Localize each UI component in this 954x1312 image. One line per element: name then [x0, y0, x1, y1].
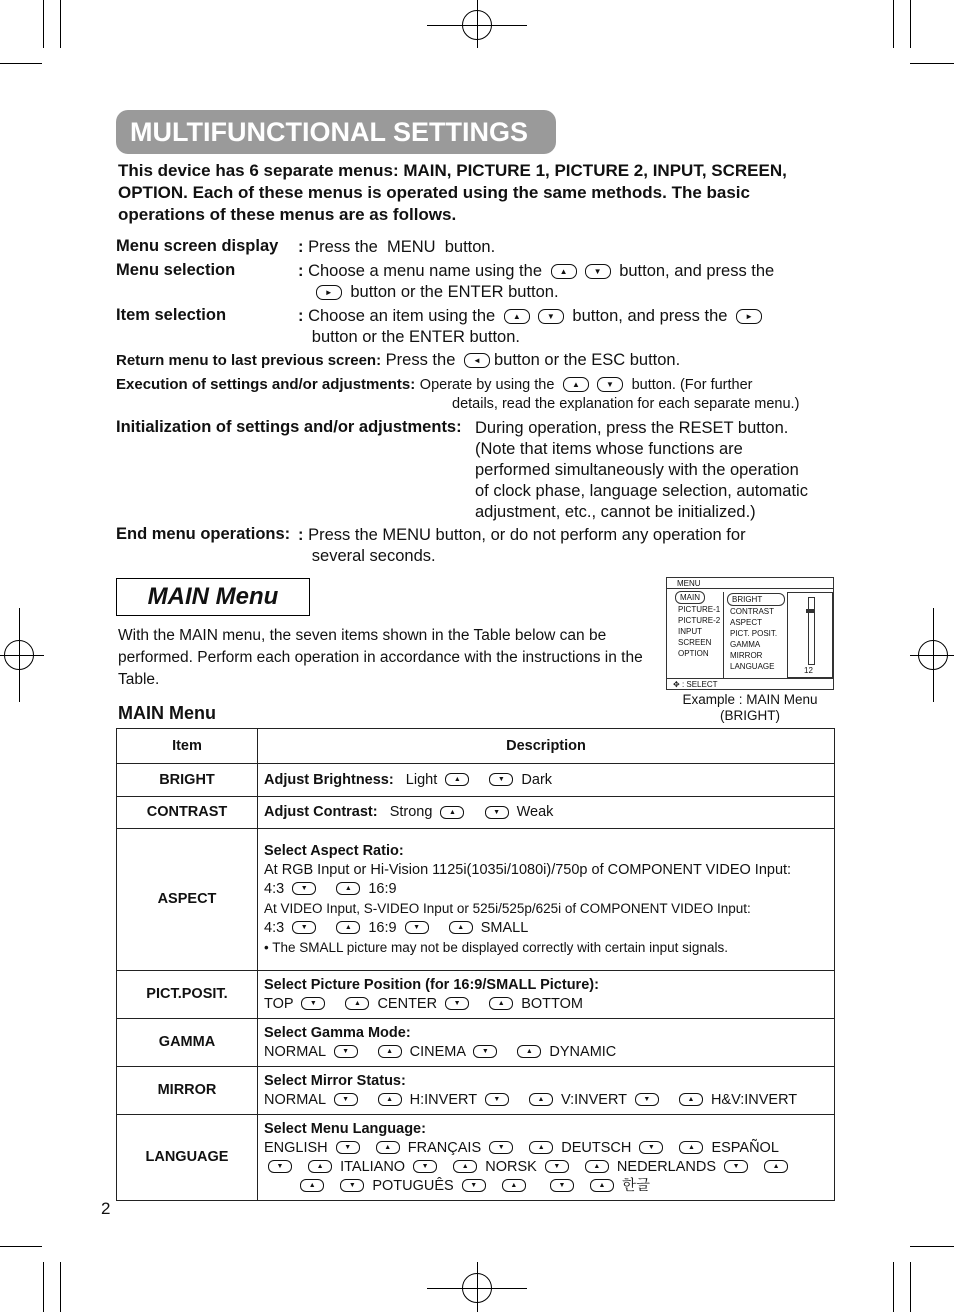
osd-level-knob [806, 609, 815, 613]
main-menu-table [116, 728, 835, 1201]
osd-header: MENU [667, 578, 833, 589]
desc-cell: Adjust Brightness: Light ▲ ▼ Dark [258, 764, 835, 797]
desc-cell: Select Gamma Mode: NORMAL ▼ ▲ CINEMA ▼ ▲ DYNAMIC [258, 1019, 835, 1067]
table-row [117, 829, 835, 971]
osd-item: PICT. POSIT. [730, 629, 778, 638]
osd-menu-item: PICTURE-1 [678, 605, 721, 614]
down-arrow-icon: ▼ [635, 1093, 659, 1106]
down-arrow-icon: ▼ [462, 1179, 486, 1192]
execution-row-cont: details, read the explanation for each separate menu.) [452, 396, 800, 412]
right-arrow-icon: ► [316, 285, 342, 300]
down-arrow-icon: ▼ [485, 1093, 509, 1106]
up-arrow-icon: ▲ [308, 1160, 332, 1173]
up-arrow-icon: ▲ [445, 773, 469, 786]
osd-level-value: 12 [804, 666, 813, 675]
down-arrow-icon: ▼ [334, 1093, 358, 1106]
desc-cell: Select Aspect Ratio: At RGB Input or Hi-Vision 1125i(1035i/1080i)/750p of COMPONENT VIDEO Input: 4:3 ▼ ▲ 16:9 At VIDEO Input, S-VIDEO Input or 525i/525p/625i of COMPONENT VIDEO Input: 4:3 ▼ ▲ 16:9 ▼ ▲ SMALL • The SMALL picture may not be displayed correctly with certain input signals. [258, 829, 835, 971]
crop-mark [893, 0, 894, 48]
table-row [117, 1067, 835, 1115]
right-arrow-icon: ► [736, 309, 762, 324]
table-row [117, 971, 835, 1019]
left-arrow-icon: ◄ [464, 353, 490, 368]
registration-line [477, 1262, 478, 1312]
up-arrow-icon: ▲ [517, 1045, 541, 1058]
item-cell: ASPECT [117, 829, 258, 971]
crop-mark [0, 63, 42, 64]
crop-mark [60, 1262, 61, 1312]
crop-mark [893, 1262, 894, 1312]
col-item-header: Item [117, 729, 258, 764]
registration-line [477, 0, 478, 48]
down-arrow-icon: ▼ [545, 1160, 569, 1173]
osd-example [666, 577, 834, 690]
osd-menu-item: SCREEN [678, 638, 712, 647]
down-arrow-icon: ▼ [597, 377, 623, 392]
osd-item-list [727, 593, 785, 672]
menu-selection-label: Menu selection [116, 261, 236, 279]
osd-item: MIRROR [730, 651, 763, 660]
item-cell: MIRROR [117, 1067, 258, 1115]
up-arrow-icon: ▲ [449, 921, 473, 934]
crop-mark [910, 1246, 954, 1247]
table-row [117, 797, 835, 829]
osd-menu-list [675, 591, 720, 659]
up-arrow-icon: ▲ [551, 264, 577, 279]
up-arrow-icon: ▲ [529, 1093, 553, 1106]
up-arrow-icon: ▲ [563, 377, 589, 392]
down-arrow-icon: ▼ [268, 1160, 292, 1173]
osd-item: ASPECT [730, 618, 763, 627]
osd-menu-item: OPTION [678, 649, 709, 658]
up-arrow-icon: ▲ [300, 1179, 324, 1192]
down-arrow-icon: ▼ [301, 997, 325, 1010]
osd-caption: Example : MAIN Menu (BRIGHT) [682, 692, 818, 723]
up-arrow-icon: ▲ [336, 882, 360, 895]
menu-selection-row: : Choose a menu name using the ▲ ▼ button, and press the ► button or the ENTER button. [298, 262, 775, 301]
up-arrow-icon: ▲ [345, 997, 369, 1010]
execution-row: Execution of settings and/or adjustments: Operate by using the ▲ ▼ button. (For further [116, 376, 753, 393]
up-arrow-icon: ▲ [764, 1160, 788, 1173]
osd-item: GAMMA [730, 640, 761, 649]
item-selection-row: : Choose an item using the ▲ ▼ button, and press the ► button or the ENTER button. [298, 306, 828, 348]
down-arrow-icon: ▼ [334, 1045, 358, 1058]
item-cell: GAMMA [117, 1019, 258, 1067]
down-arrow-icon: ▼ [336, 1141, 360, 1154]
down-arrow-icon: ▼ [489, 773, 513, 786]
down-arrow-icon: ▼ [485, 806, 509, 819]
down-arrow-icon: ▼ [538, 309, 564, 324]
up-arrow-icon: ▲ [679, 1093, 703, 1106]
osd-item: LANGUAGE [730, 662, 775, 671]
select-icon: ✥ [673, 680, 680, 689]
menu-display-label: Menu screen display [116, 237, 279, 255]
osd-footer: ✥ : SELECT [667, 678, 833, 689]
page-number: 2 [101, 1199, 111, 1218]
table-header-row [117, 729, 835, 764]
up-arrow-icon: ▲ [590, 1179, 614, 1192]
end-menu-row: : Press the MENU button, or do not perform any operation for several seconds. [298, 526, 746, 565]
up-arrow-icon: ▲ [453, 1160, 477, 1173]
end-menu-label: End menu operations: [116, 525, 291, 543]
down-arrow-icon: ▼ [413, 1160, 437, 1173]
down-arrow-icon: ▼ [445, 997, 469, 1010]
up-arrow-icon: ▲ [378, 1093, 402, 1106]
up-arrow-icon: ▲ [502, 1179, 526, 1192]
item-cell: LANGUAGE [117, 1115, 258, 1201]
down-arrow-icon: ▼ [724, 1160, 748, 1173]
up-arrow-icon: ▲ [376, 1141, 400, 1154]
crop-mark [60, 0, 61, 48]
table-row [117, 1115, 835, 1201]
crop-mark [43, 0, 44, 48]
osd-menu-item: PICTURE-2 [678, 616, 721, 625]
up-arrow-icon: ▲ [489, 997, 513, 1010]
page-title: MULTIFUNCTIONAL SETTINGS [116, 110, 556, 154]
down-arrow-icon: ▼ [550, 1179, 574, 1192]
up-arrow-icon: ▲ [336, 921, 360, 934]
up-arrow-icon: ▲ [440, 806, 464, 819]
up-arrow-icon: ▲ [504, 309, 530, 324]
desc-cell: Select Picture Position (for 16:9/SMALL Picture): TOP ▼ ▲ CENTER ▼ ▲ BOTTOM [258, 971, 835, 1019]
registration-line [0, 655, 44, 656]
main-menu-heading: MAIN Menu [116, 578, 310, 616]
desc-cell: Select Mirror Status: NORMAL ▼ ▲ H:INVERT ▼ ▲ V:INVERT ▼ ▲ H&V:INVERT [258, 1067, 835, 1115]
return-menu-row: Return menu to last previous screen: Press the ◄ button or the ESC button. [116, 351, 681, 369]
initialization-text: During operation, press the RESET button. (Note that items whose functions are performed simultaneously with the operation of clock phase, language selection, automatic adjustment, etc., cannot be initialized.) [475, 419, 808, 521]
menu-display-row: : Press the MENU button. [298, 238, 496, 256]
registration-line [19, 608, 20, 702]
table-title: MAIN Menu [118, 703, 216, 723]
item-cell: PICT.POSIT. [117, 971, 258, 1019]
down-arrow-icon: ▼ [585, 264, 611, 279]
item-selection-label: Item selection [116, 306, 227, 324]
desc-cell: Adjust Contrast: Strong ▲ ▼ Weak [258, 797, 835, 829]
initialization-label: Initialization of settings and/or adjustments: [116, 418, 462, 436]
down-arrow-icon: ▼ [292, 921, 316, 934]
table-row [117, 1019, 835, 1067]
down-arrow-icon: ▼ [405, 921, 429, 934]
crop-mark [43, 1262, 44, 1312]
crop-mark [910, 0, 911, 48]
col-desc-header: Description [258, 729, 835, 764]
registration-line [933, 608, 934, 702]
up-arrow-icon: ▲ [585, 1160, 609, 1173]
intro-text: This device has 6 separate menus: MAIN, PICTURE 1, PICTURE 2, INPUT, SCREEN, OPTION. Each of these menus is operated using the same methods. The basic operations of these menus are as follows. [118, 161, 787, 224]
crop-mark [910, 63, 954, 64]
desc-cell: Select Menu Language: ENGLISH ▼ ▲ FRANÇAIS ▼ ▲ DEUTSCH ▼ ▲ ESPAÑOL ▼ ▲ ITALIANO ▼ ▲ NORSK ▼ ▲ NEDERLANDS ▼ ▲ ▲ ▼ POTUGUÊS ▼ ▲ ▼ ▲ 한글 [258, 1115, 835, 1201]
item-cell: CONTRAST [117, 797, 258, 829]
osd-item: CONTRAST [730, 607, 774, 616]
down-arrow-icon: ▼ [639, 1141, 663, 1154]
up-arrow-icon: ▲ [378, 1045, 402, 1058]
osd-menu-main: MAIN [675, 591, 705, 604]
down-arrow-icon: ▼ [473, 1045, 497, 1058]
osd-item-bright: BRIGHT [727, 593, 785, 606]
down-arrow-icon: ▼ [489, 1141, 513, 1154]
osd-menu-item: INPUT [678, 627, 702, 636]
registration-line [910, 655, 954, 656]
item-cell: BRIGHT [117, 764, 258, 797]
osd-level-bar [787, 592, 833, 678]
down-arrow-icon: ▼ [292, 882, 316, 895]
table-row [117, 764, 835, 797]
crop-mark [910, 1262, 911, 1312]
main-menu-description: With the MAIN menu, the seven items shown in the Table below can be performed. Perform each operation in accordance with the instructions in the Table. [118, 627, 643, 688]
up-arrow-icon: ▲ [679, 1141, 703, 1154]
up-arrow-icon: ▲ [529, 1141, 553, 1154]
crop-mark [0, 1246, 42, 1247]
down-arrow-icon: ▼ [340, 1179, 364, 1192]
